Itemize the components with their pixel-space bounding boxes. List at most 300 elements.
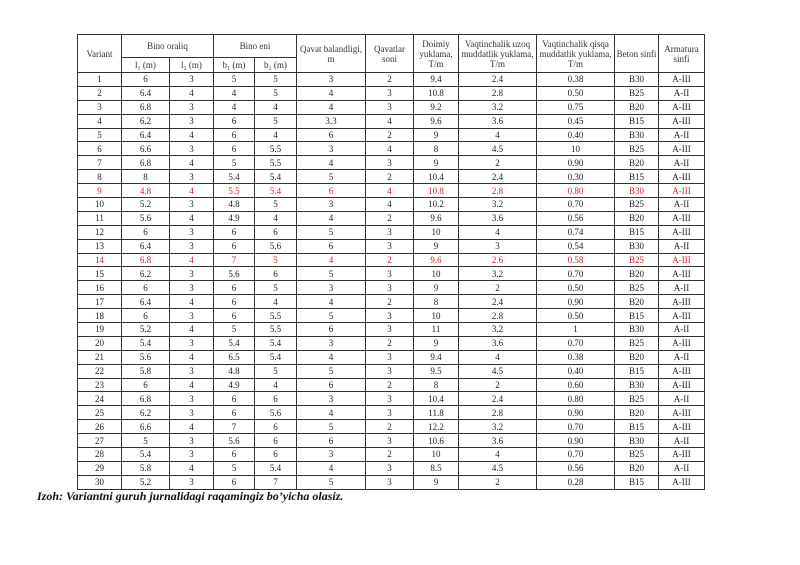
table-cell: 5.6 xyxy=(255,239,297,253)
table-cell: 3 xyxy=(297,281,366,295)
table-cell: 10.2 xyxy=(414,198,459,212)
table-cell: 3 xyxy=(170,73,214,87)
table-cell: 6 xyxy=(214,281,255,295)
table-cell: A-II xyxy=(659,350,705,364)
table-cell: 15 xyxy=(78,267,122,281)
table-cell: B20 xyxy=(615,100,659,114)
table-cell: 3 xyxy=(170,392,214,406)
table-cell: A-III xyxy=(659,309,705,323)
table-cell: B30 xyxy=(615,378,659,392)
table-cell: 3 xyxy=(170,336,214,350)
table-cell: B30 xyxy=(615,239,659,253)
table-cell: 5 xyxy=(297,225,366,239)
table-cell: A-II xyxy=(659,86,705,100)
table-cell: 3 xyxy=(459,239,537,253)
table-cell: 9 xyxy=(414,475,459,489)
table-cell: 10.8 xyxy=(414,184,459,198)
table-cell: 3.3 xyxy=(297,114,366,128)
table-cell: 3 xyxy=(170,434,214,448)
table-cell: 3.6 xyxy=(459,434,537,448)
table-cell: 3 xyxy=(170,225,214,239)
table-row xyxy=(78,184,705,198)
table-cell: B20 xyxy=(615,156,659,170)
table-row xyxy=(78,211,705,225)
table-row xyxy=(78,267,705,281)
table-cell: 18 xyxy=(78,309,122,323)
table-cell: A-III xyxy=(659,406,705,420)
table-cell: 6 xyxy=(214,406,255,420)
table-cell: 1 xyxy=(537,323,615,337)
variants-table-container xyxy=(77,34,704,490)
table-cell: B25 xyxy=(615,253,659,267)
table-row xyxy=(78,350,705,364)
table-cell: 0.40 xyxy=(537,364,615,378)
table-cell: 3 xyxy=(170,448,214,462)
table-cell: 6 xyxy=(214,392,255,406)
table-cell: 5 xyxy=(214,461,255,475)
header-bino-eni: Bino eni xyxy=(214,35,297,58)
table-cell: 4 xyxy=(255,100,297,114)
table-cell: 2 xyxy=(366,420,414,434)
table-cell: 3 xyxy=(170,475,214,489)
table-row xyxy=(78,225,705,239)
table-cell: 0.50 xyxy=(537,309,615,323)
table-row xyxy=(78,336,705,350)
table-cell: 8 xyxy=(414,295,459,309)
table-cell: 3.2 xyxy=(459,323,537,337)
table-cell: 6 xyxy=(122,225,170,239)
table-cell: 6 xyxy=(255,448,297,462)
table-cell: 10 xyxy=(414,448,459,462)
table-cell: 6 xyxy=(122,378,170,392)
table-cell: 26 xyxy=(78,420,122,434)
table-cell: A-II xyxy=(659,156,705,170)
table-cell: 9.4 xyxy=(414,73,459,87)
table-cell: B30 xyxy=(615,184,659,198)
table-cell: 5.2 xyxy=(122,198,170,212)
table-row xyxy=(78,448,705,462)
table-cell: 4 xyxy=(170,128,214,142)
table-cell: 6 xyxy=(214,309,255,323)
table-cell: 5.4 xyxy=(122,448,170,462)
table-cell: 6.4 xyxy=(122,86,170,100)
table-cell: 6 xyxy=(78,142,122,156)
table-cell: 3 xyxy=(297,392,366,406)
table-cell: 5.6 xyxy=(255,406,297,420)
table-cell: 4 xyxy=(214,100,255,114)
table-row xyxy=(78,114,705,128)
table-cell: 3 xyxy=(297,73,366,87)
table-cell: B25 xyxy=(615,392,659,406)
table-row xyxy=(78,364,705,378)
table-cell: B15 xyxy=(615,225,659,239)
table-cell: 6 xyxy=(297,239,366,253)
table-cell: 7 xyxy=(255,475,297,489)
table-row xyxy=(78,156,705,170)
header-qavat-balandligi: Qavat balandligi, m xyxy=(297,35,366,73)
table-cell: 3 xyxy=(170,406,214,420)
table-cell: 5.5 xyxy=(255,156,297,170)
header-b2: b₂ (m) xyxy=(255,58,297,73)
table-cell: 1 xyxy=(78,73,122,87)
table-cell: 0.90 xyxy=(537,434,615,448)
table-cell: 3 xyxy=(170,239,214,253)
table-row xyxy=(78,323,705,337)
table-row xyxy=(78,392,705,406)
table-cell: 5.8 xyxy=(122,364,170,378)
table-cell: 2 xyxy=(459,475,537,489)
table-cell: 4 xyxy=(255,295,297,309)
table-cell: A-III xyxy=(659,448,705,462)
table-cell: 3 xyxy=(170,114,214,128)
table-cell: 2 xyxy=(459,156,537,170)
table-cell: 6.5 xyxy=(214,350,255,364)
table-cell: 24 xyxy=(78,392,122,406)
table-cell: 5.2 xyxy=(122,323,170,337)
table-cell: 10 xyxy=(414,267,459,281)
table-cell: 6 xyxy=(214,225,255,239)
table-cell: 6.6 xyxy=(122,420,170,434)
table-cell: 9.4 xyxy=(414,350,459,364)
table-cell: 4 xyxy=(366,114,414,128)
table-cell: B20 xyxy=(615,406,659,420)
table-cell: 3.2 xyxy=(459,198,537,212)
table-cell: 4 xyxy=(170,378,214,392)
table-cell: 3 xyxy=(297,142,366,156)
table-cell: 4 xyxy=(78,114,122,128)
table-cell: 4 xyxy=(170,156,214,170)
table-cell: 3 xyxy=(297,336,366,350)
table-cell: 4 xyxy=(297,406,366,420)
table-cell: 4 xyxy=(459,128,537,142)
table-row xyxy=(78,434,705,448)
table-cell: 5.4 xyxy=(255,184,297,198)
table-cell: 3 xyxy=(170,198,214,212)
table-cell: 9.2 xyxy=(414,100,459,114)
table-cell: 22 xyxy=(78,364,122,378)
table-cell: 3 xyxy=(366,86,414,100)
table-cell: 6.8 xyxy=(122,253,170,267)
table-cell: 0.70 xyxy=(537,267,615,281)
table-cell: 8.5 xyxy=(414,461,459,475)
table-cell: 10.4 xyxy=(414,392,459,406)
table-cell: 4 xyxy=(170,350,214,364)
table-cell: 4 xyxy=(170,420,214,434)
table-cell: 5 xyxy=(297,364,366,378)
table-cell: 2 xyxy=(78,86,122,100)
table-cell: 9 xyxy=(414,239,459,253)
table-cell: 2.4 xyxy=(459,170,537,184)
table-cell: 6.4 xyxy=(122,128,170,142)
table-cell: B15 xyxy=(615,364,659,378)
table-cell: A-III xyxy=(659,73,705,87)
header-armatura-sinfi: Armatura sinfi xyxy=(659,35,705,73)
table-cell: 4.8 xyxy=(214,198,255,212)
table-cell: 13 xyxy=(78,239,122,253)
table-cell: 6 xyxy=(255,392,297,406)
table-cell: A-III xyxy=(659,475,705,489)
table-cell: 3 xyxy=(170,281,214,295)
table-cell: 11 xyxy=(414,323,459,337)
table-cell: 9.5 xyxy=(414,364,459,378)
table-cell: 6.2 xyxy=(122,406,170,420)
table-cell: 0.50 xyxy=(537,281,615,295)
table-cell: 0.56 xyxy=(537,211,615,225)
table-cell: A-III xyxy=(659,420,705,434)
table-cell: B30 xyxy=(615,73,659,87)
table-cell: 6.6 xyxy=(122,142,170,156)
table-cell: 6 xyxy=(214,114,255,128)
table-cell: 4 xyxy=(170,253,214,267)
table-cell: B20 xyxy=(615,295,659,309)
table-cell: A-III xyxy=(659,295,705,309)
table-cell: 12.2 xyxy=(414,420,459,434)
table-cell: B20 xyxy=(615,461,659,475)
table-cell: 2 xyxy=(366,128,414,142)
table-cell: B30 xyxy=(615,323,659,337)
table-cell: 4 xyxy=(255,378,297,392)
table-cell: 3 xyxy=(366,461,414,475)
table-cell: B25 xyxy=(615,448,659,462)
table-cell: A-II xyxy=(659,128,705,142)
header-qavatlar-soni: Qavatlar soni xyxy=(366,35,414,73)
table-cell: 0.70 xyxy=(537,448,615,462)
table-cell: A-II xyxy=(659,392,705,406)
table-row xyxy=(78,281,705,295)
table-cell: 3.6 xyxy=(459,114,537,128)
table-cell: A-III xyxy=(659,100,705,114)
table-cell: A-III xyxy=(659,336,705,350)
table-cell: 4 xyxy=(297,461,366,475)
table-cell: 6.8 xyxy=(122,100,170,114)
table-cell: 3 xyxy=(297,448,366,462)
table-cell: 5 xyxy=(255,198,297,212)
table-cell: 20 xyxy=(78,336,122,350)
table-cell: A-III xyxy=(659,253,705,267)
table-cell: 3 xyxy=(170,100,214,114)
table-cell: 4 xyxy=(297,211,366,225)
table-cell: A-III xyxy=(659,211,705,225)
table-cell: 4 xyxy=(459,448,537,462)
table-cell: 4 xyxy=(170,323,214,337)
table-cell: 4 xyxy=(297,156,366,170)
table-cell: 4 xyxy=(255,128,297,142)
table-cell: 5.4 xyxy=(214,170,255,184)
table-cell: 6.2 xyxy=(122,114,170,128)
table-cell: 0.90 xyxy=(537,295,615,309)
table-cell: 5 xyxy=(297,309,366,323)
table-cell: B30 xyxy=(615,434,659,448)
table-cell: 2 xyxy=(366,211,414,225)
table-cell: 5.5 xyxy=(255,309,297,323)
table-cell: 11.8 xyxy=(414,406,459,420)
table-cell: 4 xyxy=(459,350,537,364)
table-cell: 9.6 xyxy=(414,253,459,267)
table-cell: 3.2 xyxy=(459,267,537,281)
table-cell: 10 xyxy=(537,142,615,156)
table-cell: 4 xyxy=(255,211,297,225)
table-cell: 4.5 xyxy=(459,364,537,378)
table-cell: 0.38 xyxy=(537,350,615,364)
table-cell: 2.4 xyxy=(459,73,537,87)
table-cell: 5 xyxy=(255,364,297,378)
header-row-1 xyxy=(78,35,705,58)
table-cell: 6 xyxy=(255,225,297,239)
table-cell: 6 xyxy=(255,434,297,448)
table-cell: A-III xyxy=(659,184,705,198)
header-uzoq-muddatli: Vaqtinchalik uzoq muddatlik yuklama, T/m xyxy=(459,35,537,73)
table-row xyxy=(78,100,705,114)
header-variant: Variant xyxy=(78,35,122,73)
table-cell: 5 xyxy=(255,114,297,128)
table-cell: 0.38 xyxy=(537,73,615,87)
table-cell: 2.4 xyxy=(459,295,537,309)
table-cell: 4 xyxy=(297,253,366,267)
header-b1: b₁ (m) xyxy=(214,58,255,73)
table-cell: 10.6 xyxy=(414,434,459,448)
table-cell: B25 xyxy=(615,86,659,100)
table-cell: A-III xyxy=(659,364,705,378)
table-cell: 6 xyxy=(297,323,366,337)
table-cell: 6 xyxy=(214,239,255,253)
table-cell: 2 xyxy=(366,253,414,267)
table-cell: 6 xyxy=(255,420,297,434)
table-cell: 4 xyxy=(297,295,366,309)
table-cell: 5 xyxy=(255,73,297,87)
table-cell: 0.70 xyxy=(537,336,615,350)
table-cell: B25 xyxy=(615,336,659,350)
table-cell: 3 xyxy=(366,392,414,406)
table-cell: 5.5 xyxy=(214,184,255,198)
table-cell: 6 xyxy=(214,295,255,309)
table-row xyxy=(78,73,705,87)
table-cell: 4 xyxy=(170,86,214,100)
table-cell: A-II xyxy=(659,198,705,212)
table-cell: 6 xyxy=(122,73,170,87)
table-cell: 2 xyxy=(366,170,414,184)
table-cell: 12 xyxy=(78,225,122,239)
table-cell: 21 xyxy=(78,350,122,364)
table-cell: 4 xyxy=(170,461,214,475)
table-cell: 0.74 xyxy=(537,225,615,239)
table-cell: 7 xyxy=(78,156,122,170)
table-row xyxy=(78,198,705,212)
table-cell: 4 xyxy=(297,86,366,100)
table-cell: A-III xyxy=(659,267,705,281)
table-cell: 5.4 xyxy=(214,336,255,350)
table-cell: 17 xyxy=(78,295,122,309)
table-cell: 19 xyxy=(78,323,122,337)
table-cell: 3 xyxy=(170,170,214,184)
header-l2: l₂ (m) xyxy=(170,58,214,73)
table-cell: A-II xyxy=(659,323,705,337)
table-cell: 3 xyxy=(366,350,414,364)
header-beton-sinfi: Beton sinfi xyxy=(615,35,659,73)
table-cell: 5.4 xyxy=(255,336,297,350)
table-cell: 7 xyxy=(214,253,255,267)
table-cell: 3 xyxy=(366,225,414,239)
table-cell: 27 xyxy=(78,434,122,448)
table-cell: 9 xyxy=(414,336,459,350)
table-cell: 4.9 xyxy=(214,211,255,225)
table-cell: 5.4 xyxy=(255,461,297,475)
table-cell: 5.4 xyxy=(122,336,170,350)
table-cell: 4 xyxy=(366,142,414,156)
table-cell: 8 xyxy=(78,170,122,184)
table-cell: 2.6 xyxy=(459,253,537,267)
table-cell: 10 xyxy=(414,225,459,239)
table-cell: 10.8 xyxy=(414,86,459,100)
table-cell: 7 xyxy=(214,420,255,434)
table-cell: B15 xyxy=(615,420,659,434)
table-cell: 5 xyxy=(214,73,255,87)
table-cell: B20 xyxy=(615,350,659,364)
table-cell: 4 xyxy=(214,86,255,100)
table-cell: 3 xyxy=(170,142,214,156)
table-cell: 23 xyxy=(78,378,122,392)
table-cell: 2.8 xyxy=(459,309,537,323)
table-cell: 2 xyxy=(366,295,414,309)
table-cell: 2.8 xyxy=(459,184,537,198)
table-cell: 10 xyxy=(78,198,122,212)
table-cell: 0.28 xyxy=(537,475,615,489)
table-cell: B15 xyxy=(615,170,659,184)
table-cell: A-III xyxy=(659,225,705,239)
table-cell: 5.8 xyxy=(122,461,170,475)
table-cell: A-II xyxy=(659,461,705,475)
table-cell: 5 xyxy=(297,170,366,184)
table-cell: 8 xyxy=(414,378,459,392)
table-cell: B20 xyxy=(615,267,659,281)
table-cell: 5 xyxy=(122,434,170,448)
note-text: Izoh: Variantni guruh jurnalidagi raqamingiz bo’yicha olasiz. xyxy=(37,489,344,503)
table-cell: 4 xyxy=(170,211,214,225)
table-cell: 6 xyxy=(214,142,255,156)
table-cell: 4 xyxy=(366,184,414,198)
table-cell: 3 xyxy=(297,198,366,212)
table-cell: A-III xyxy=(659,142,705,156)
table-cell: 6.2 xyxy=(122,267,170,281)
table-cell: 9.6 xyxy=(414,114,459,128)
table-cell: B25 xyxy=(615,281,659,295)
table-cell: 4 xyxy=(366,198,414,212)
table-cell: 3 xyxy=(366,239,414,253)
table-cell: B30 xyxy=(615,128,659,142)
header-l1: l₁ (m) xyxy=(122,58,170,73)
table-cell: 5 xyxy=(297,267,366,281)
table-cell: 5.6 xyxy=(214,434,255,448)
table-cell: 0.40 xyxy=(537,128,615,142)
table-cell: 5 xyxy=(214,156,255,170)
table-cell: A-III xyxy=(659,378,705,392)
table-cell: 3.6 xyxy=(459,211,537,225)
table-cell: 3 xyxy=(78,100,122,114)
table-cell: 6 xyxy=(297,434,366,448)
table-cell: 3 xyxy=(170,364,214,378)
table-cell: 4 xyxy=(170,184,214,198)
table-cell: 11 xyxy=(78,211,122,225)
table-cell: 5.6 xyxy=(122,350,170,364)
table-row xyxy=(78,406,705,420)
table-cell: 5 xyxy=(255,253,297,267)
table-row xyxy=(78,295,705,309)
table-cell: 2.4 xyxy=(459,392,537,406)
table-cell: 9 xyxy=(78,184,122,198)
table-cell: 5 xyxy=(255,281,297,295)
table-cell: 9.6 xyxy=(414,211,459,225)
header-qisqa-muddatli: Vaqtinchalik qisqa muddatlik yuklama, T/m xyxy=(537,35,615,73)
table-cell: 5 xyxy=(297,475,366,489)
